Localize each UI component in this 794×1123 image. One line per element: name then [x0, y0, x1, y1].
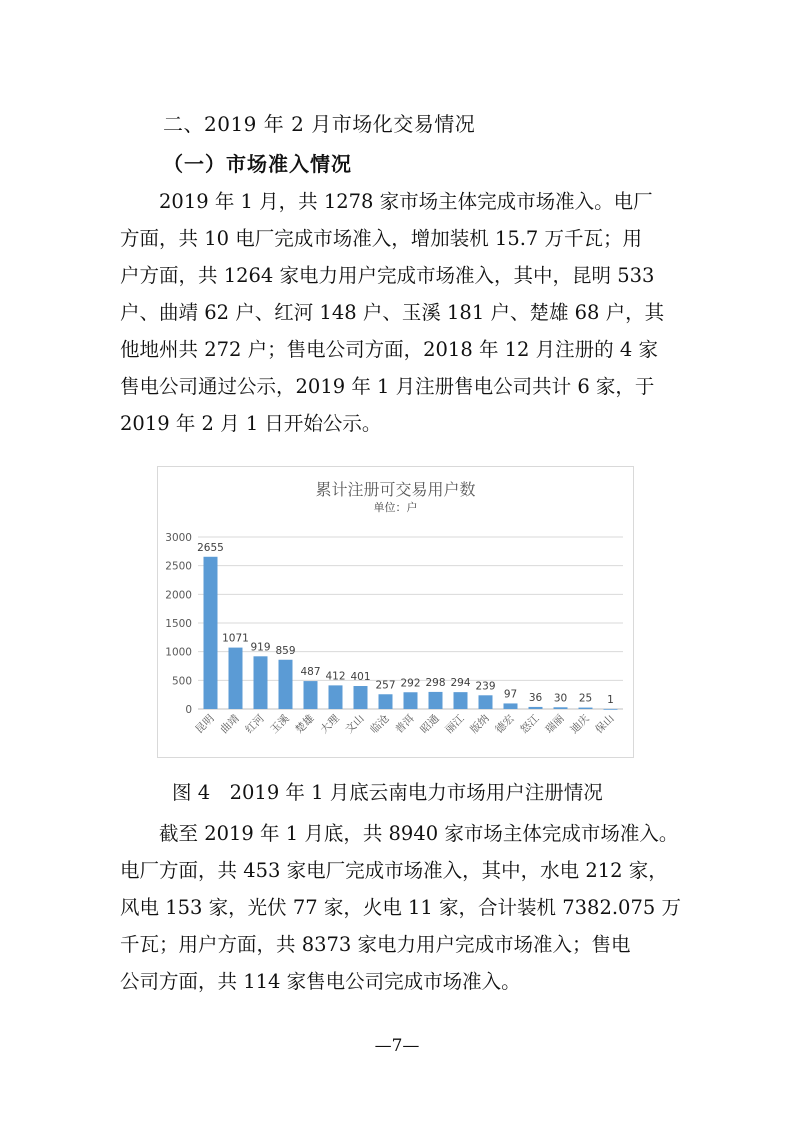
y-tick-label: 3000 — [165, 532, 192, 544]
x-category-label: 文山 — [343, 712, 367, 736]
text-line: 截至 2019 年 1 月底，共 8940 家市场主体完成市场准入。 — [120, 822, 679, 845]
x-category-label: 曲靖 — [218, 712, 242, 736]
x-category-label: 保山 — [593, 712, 617, 736]
bar — [404, 692, 418, 709]
bar-value-label: 1071 — [222, 632, 249, 645]
bar — [379, 694, 393, 709]
text-line: 千瓦；用户方面，共 8373 家电力用户完成市场准入；售电 — [120, 933, 631, 956]
y-tick-label: 1500 — [165, 618, 192, 630]
x-category-label: 昆明 — [193, 712, 217, 736]
y-tick-label: 1000 — [165, 646, 192, 659]
bar-value-label: 294 — [450, 677, 471, 690]
x-category-label: 昭通 — [418, 712, 442, 736]
bar — [429, 692, 443, 709]
text-line: 售电公司通过公示，2019 年 1 月注册售电公司共计 6 家，于 — [120, 375, 655, 398]
x-category-label: 丽江 — [443, 712, 467, 736]
y-tick-label: 2500 — [165, 560, 192, 573]
bar-value-label: 487 — [300, 666, 321, 679]
text-line: 户方面，共 1264 家电力用户完成市场准入，其中，昆明 533 — [120, 264, 655, 287]
bar-value-label: 401 — [350, 671, 371, 684]
bar-value-label: 859 — [275, 644, 296, 657]
page-number: —7— — [374, 1036, 420, 1056]
bar-chart-registered-users — [157, 466, 634, 758]
bar — [579, 708, 593, 709]
bar-value-label: 919 — [250, 641, 271, 654]
bar-value-label: 97 — [503, 688, 518, 701]
bar-value-label: 30 — [553, 692, 568, 705]
bar-value-label: 412 — [325, 670, 346, 683]
x-category-label: 大理 — [318, 712, 342, 736]
text-line: 2019 年 1 月，共 1278 家市场主体完成市场准入。电厂 — [120, 190, 653, 213]
bar — [479, 695, 493, 709]
text-line: 户、曲靖 62 户、红河 148 户、玉溪 181 户、楚雄 68 户，其 — [120, 301, 665, 324]
chart-title: 累计注册可交易用户数 — [315, 480, 476, 499]
text-line: 公司方面，共 114 家售电公司完成市场准入。 — [120, 970, 521, 993]
bar-value-label: 36 — [528, 691, 543, 704]
chart-subtitle: 单位：户 — [373, 501, 418, 514]
text-line: 2019 年 2 月 1 日开始公示。 — [120, 412, 382, 435]
x-category-label: 红河 — [243, 712, 267, 736]
bar — [354, 686, 368, 709]
x-category-label: 迪庆 — [568, 712, 592, 736]
x-category-label: 楚雄 — [293, 712, 317, 736]
bar — [254, 656, 268, 709]
x-category-label: 临沧 — [368, 712, 392, 736]
x-category-label: 怒江 — [518, 712, 542, 736]
bar-value-label: 298 — [425, 676, 446, 689]
y-tick-label: 2000 — [165, 589, 192, 602]
bar — [604, 709, 618, 710]
bar-value-label: 25 — [578, 692, 593, 705]
bar-value-label: 239 — [475, 680, 496, 693]
bar — [279, 660, 293, 709]
x-category-label: 版纳 — [468, 712, 492, 736]
figure-caption: 图 4 2019 年 1 月底云南电力市场用户注册情况 — [172, 781, 603, 804]
paragraph-market-access-cumulative — [120, 815, 681, 1000]
text-line: 风电 153 家，光伏 77 家，火电 11 家，合计装机 7382.075 万 — [120, 896, 681, 919]
x-category-label: 玉溪 — [268, 712, 292, 736]
bar — [329, 685, 343, 709]
bar — [554, 707, 568, 709]
bar — [304, 681, 318, 709]
x-category-label: 普洱 — [393, 712, 417, 736]
bar — [204, 557, 218, 709]
text-line: 电厂方面，共 453 家电厂完成市场准入，其中，水电 212 家， — [120, 859, 668, 882]
y-tick-label: 500 — [171, 675, 192, 688]
paragraph-market-access-jan — [120, 183, 675, 442]
section-heading: 二、2019 年 2 月市场化交易情况 — [163, 112, 476, 136]
x-category-label: 德宏 — [493, 712, 517, 736]
bar-value-label: 1 — [607, 693, 614, 706]
bar-value-label: 257 — [375, 679, 396, 692]
text-line: 他地州共 272 户；售电公司方面，2018 年 12 月注册的 4 家 — [120, 338, 658, 361]
bar — [504, 703, 518, 709]
text-line: 方面，共 10 电厂完成市场准入，增加装机 15.7 万千瓦；用 — [120, 227, 643, 250]
bar — [454, 692, 468, 709]
x-category-label: 瑞丽 — [543, 712, 567, 736]
bar — [529, 707, 543, 709]
y-tick-label: 0 — [185, 704, 192, 716]
subsection-heading: （一）市场准入情况 — [163, 152, 352, 176]
bar-value-label: 292 — [400, 677, 421, 690]
bar-value-label: 2655 — [197, 541, 224, 554]
bar — [229, 648, 243, 709]
